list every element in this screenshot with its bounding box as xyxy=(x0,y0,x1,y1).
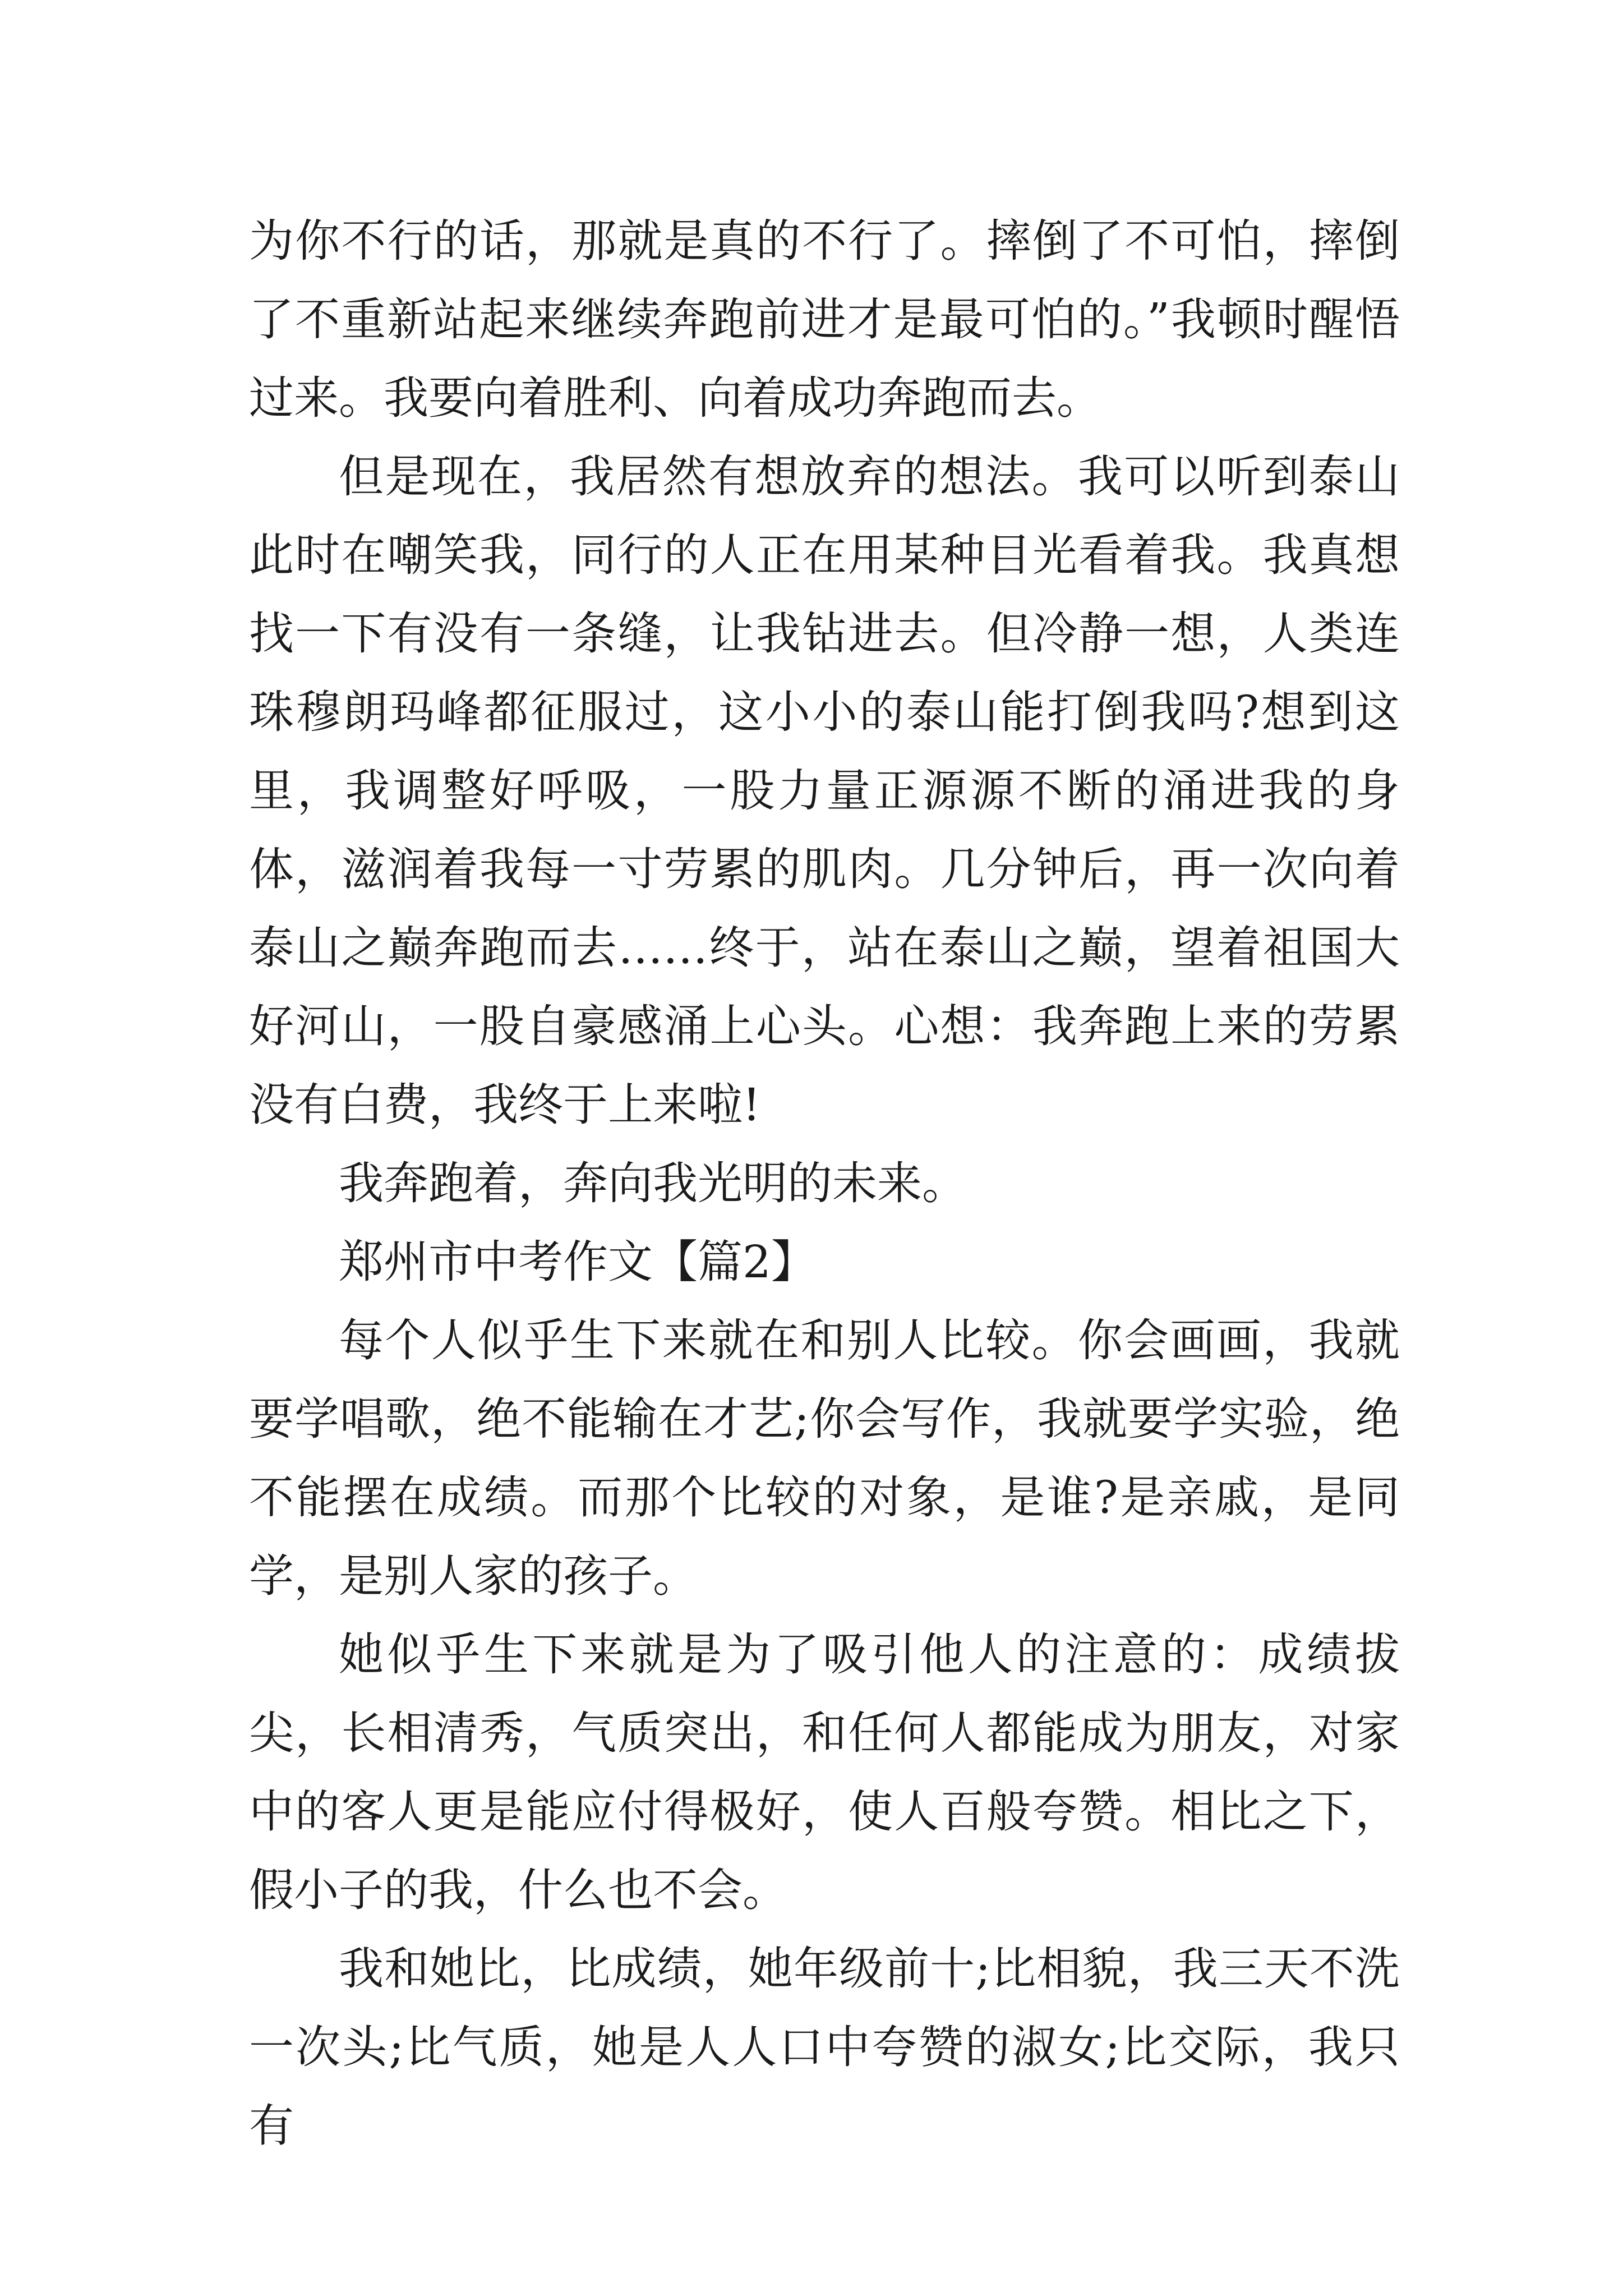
paragraph-1: 为你不行的话，那就是真的不行了。摔倒了不可怕，摔倒了不重新站起来继续奔跑前进才是最可怕的。”我顿时醒悟过来。我要向着胜利、向着成功奔跑而去。 xyxy=(249,215,1400,424)
paragraph-2: 但是现在，我居然有想放弃的想法。我可以听到泰山此时在嘲笑我，同行的人正在用某种目光看着我。我真想找一下有没有一条缝，让我钻进去。但冷静一想，人类连珠穆朗玛峰都征服过，这小小的泰山能打倒我吗?想到这里，我调整好呼吸，一股力量正源源不断的涌进我的身体，滋润着我每一寸劳累的肌肉。几分钟后，再一次向着泰山之巅奔跑而去……终于，站在泰山之巅，望着祖国大好河山，一股自豪感涌上心头。心想：我奔跑上来的劳累没有白费，我终于上来啦! xyxy=(249,450,1400,1131)
section-heading: 郑州市中考作文【篇2】 xyxy=(339,1236,816,1288)
document-body xyxy=(249,202,1400,2165)
paragraph-4: 每个人似乎生下来就在和别人比较。你会画画，我就要学唱歌，绝不能输在才艺;你会写作，我就要学实验，绝不能摆在成绩。而那个比较的对象，是谁?是亲戚，是同学，是别人家的孩子。 xyxy=(249,1314,1400,1602)
paragraph-5: 她似乎生下来就是为了吸引他人的注意的：成绩拔尖，长相清秀，气质突出，和任何人都能成为朋友，对家中的客人更是能应付得极好，使人百般夸赞。相比之下，假小子的我，什么也不会。 xyxy=(249,1628,1400,1916)
paragraph-3: 我奔跑着，奔向我光明的未来。 xyxy=(339,1157,967,1209)
paragraph-6: 我和她比，比成绩，她年级前十;比相貌，我三天不洗一次头;比气质，她是人人口中夸赞的淑女;比交际，我只有 xyxy=(249,1943,1400,2152)
